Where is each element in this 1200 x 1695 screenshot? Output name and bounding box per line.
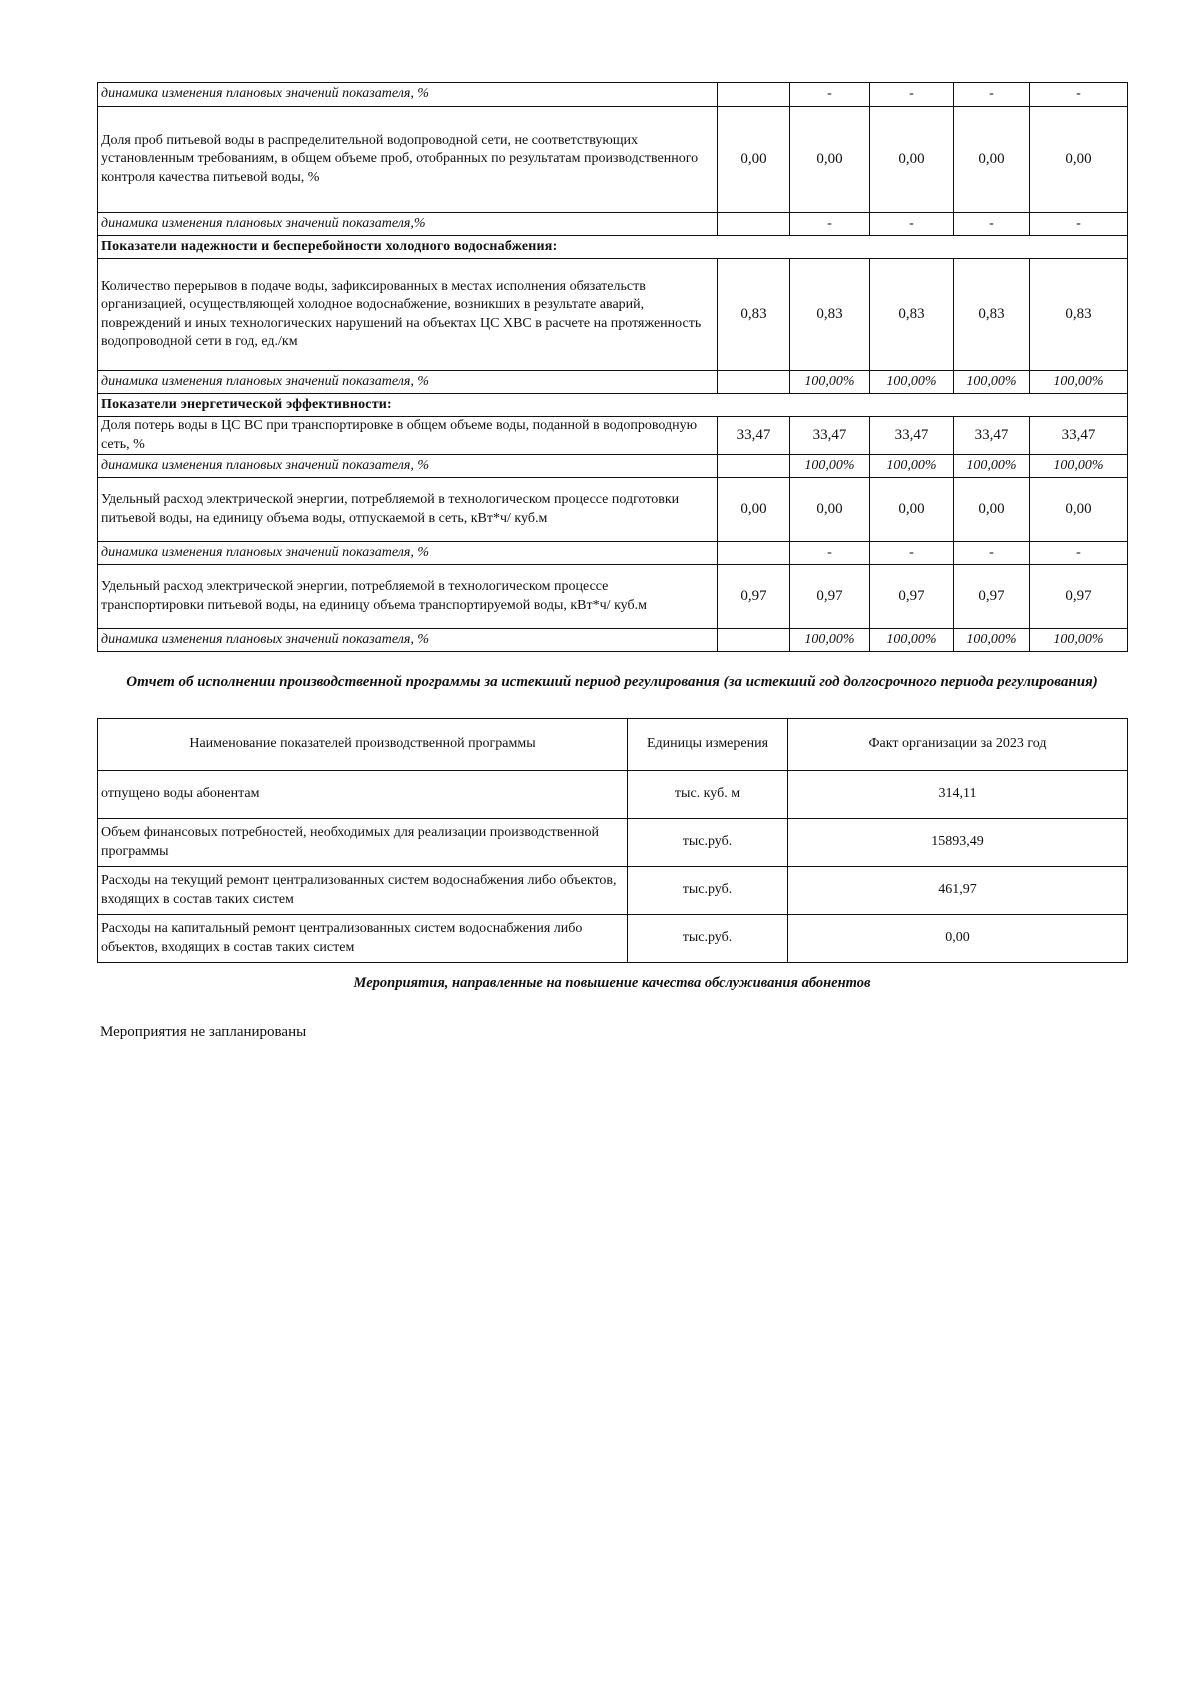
indicator-value: 0,00 <box>954 107 1030 213</box>
indicator-value: 100,00% <box>870 371 954 394</box>
indicator-name: динамика изменения плановых значений показателя, % <box>98 455 718 478</box>
indicator-name: динамика изменения плановых значений показателя, % <box>98 542 718 565</box>
indicator-row <box>98 565 1128 629</box>
indicator-value: 100,00% <box>1030 371 1128 394</box>
dynamics-row <box>98 629 1128 652</box>
report-title: Отчет об исполнении производственной программы за истекший период регулирования (за истекший год долгосрочного периода регулирования) <box>126 674 1098 690</box>
dynamics-row <box>98 213 1128 236</box>
indicator-value: 100,00% <box>954 455 1030 478</box>
indicator-value: 0,83 <box>1030 259 1128 371</box>
indicator-value: 100,00% <box>954 629 1030 652</box>
indicator-value: 0,00 <box>790 107 870 213</box>
indicator-value: - <box>954 213 1030 236</box>
indicator-name: динамика изменения плановых значений показателя, % <box>98 629 718 652</box>
indicator-value: - <box>870 213 954 236</box>
indicator-value: 0,83 <box>790 259 870 371</box>
indicator-name: Удельный расход электрической энергии, потребляемой в технологическом процессе транспортировки питьевой воды, на единицу объема транспортируемой воды, кВт*ч/ куб.м <box>98 565 718 629</box>
indicator-value: 33,47 <box>954 417 1030 455</box>
indicator-value: 33,47 <box>790 417 870 455</box>
indicators-table <box>97 82 1128 652</box>
indicator-row <box>98 107 1128 213</box>
report-column-header: Наименование показателей производственной программы <box>98 719 628 771</box>
indicator-value <box>718 371 790 394</box>
report-row <box>98 819 1128 867</box>
indicator-value: - <box>870 83 954 107</box>
indicator-value: - <box>790 542 870 565</box>
report-row <box>98 915 1128 963</box>
indicator-value: - <box>1030 213 1128 236</box>
report-column-header: Факт организации за 2023 год <box>788 719 1128 771</box>
indicator-name: Удельный расход электрической энергии, потребляемой в технологическом процессе подготовки питьевой воды, на единицу объема воды, отпускаемой в сеть, кВт*ч/ куб.м <box>98 478 718 542</box>
indicator-value: 0,83 <box>718 259 790 371</box>
dynamics-row <box>98 455 1128 478</box>
report-unit: тыс.руб. <box>628 915 788 963</box>
indicator-value <box>718 542 790 565</box>
indicator-value: 0,00 <box>1030 478 1128 542</box>
indicator-value: - <box>954 542 1030 565</box>
indicator-value: 0,00 <box>870 107 954 213</box>
indicator-value: 33,47 <box>718 417 790 455</box>
indicator-value: - <box>1030 83 1128 107</box>
dynamics-row <box>98 542 1128 565</box>
indicator-value: 0,83 <box>870 259 954 371</box>
indicator-value: 100,00% <box>954 371 1030 394</box>
indicator-value: 33,47 <box>1030 417 1128 455</box>
report-row <box>98 867 1128 915</box>
indicator-value: 0,00 <box>954 478 1030 542</box>
report-name: Расходы на капитальный ремонт централизованных систем водоснабжения либо объектов, входящих в состав таких систем <box>98 915 628 963</box>
indicator-name: динамика изменения плановых значений показателя,% <box>98 213 718 236</box>
indicator-value: 100,00% <box>790 629 870 652</box>
indicator-value: 0,97 <box>870 565 954 629</box>
indicator-value: 33,47 <box>870 417 954 455</box>
report-header-row <box>98 719 1128 771</box>
report-unit: тыс.руб. <box>628 867 788 915</box>
indicator-name: динамика изменения плановых значений показателя, % <box>98 83 718 107</box>
indicator-name: Количество перерывов в подаче воды, зафиксированных в местах исполнения обязательств организацией, осуществляющей холодное водоснабжение, возникших в результате аварий, повреждений и иных технологических нарушений на объектах ЦС ХВС в расчете на протяженность водопроводной сети в год, ед./км <box>98 259 718 371</box>
report-name: Расходы на текущий ремонт централизованных систем водоснабжения либо объектов, входящих в состав таких систем <box>98 867 628 915</box>
section-header-row <box>98 394 1128 417</box>
section-header-row <box>98 236 1128 259</box>
report-name: Объем финансовых потребностей, необходимых для реализации производственной программы <box>98 819 628 867</box>
indicator-row <box>98 417 1128 455</box>
indicator-value: 0,00 <box>1030 107 1128 213</box>
indicator-value: 0,97 <box>718 565 790 629</box>
report-row <box>98 771 1128 819</box>
report-value: 15893,49 <box>788 819 1128 867</box>
indicator-value: 0,00 <box>718 107 790 213</box>
report-unit: тыс. куб. м <box>628 771 788 819</box>
measures-title: Мероприятия, направленные на повышение качества обслуживания абонентов <box>353 975 871 991</box>
indicator-name: Доля проб питьевой воды в распределительной водопроводной сети, не соответствующих установленным требованиям, в общем объеме проб, отобранных по результатам производственного контроля качества питьевой воды, % <box>98 107 718 213</box>
indicator-name: Показатели энергетической эффективности: <box>98 394 1128 417</box>
indicator-value: 0,97 <box>1030 565 1128 629</box>
indicator-value: 100,00% <box>790 371 870 394</box>
indicator-name: динамика изменения плановых значений показателя, % <box>98 371 718 394</box>
indicator-value: - <box>790 213 870 236</box>
dynamics-row <box>98 83 1128 107</box>
indicator-value: 0,00 <box>790 478 870 542</box>
indicator-value: 0,97 <box>954 565 1030 629</box>
indicator-value: - <box>790 83 870 107</box>
indicator-value: 0,83 <box>954 259 1030 371</box>
measures-text: Мероприятия не запланированы <box>100 1024 307 1040</box>
indicator-value: 100,00% <box>870 455 954 478</box>
indicator-value: 0,00 <box>718 478 790 542</box>
indicator-value: 100,00% <box>1030 455 1128 478</box>
indicator-value <box>718 83 790 107</box>
indicator-value <box>718 629 790 652</box>
production-program-report-table <box>97 718 1128 963</box>
indicator-value: - <box>870 542 954 565</box>
report-unit: тыс.руб. <box>628 819 788 867</box>
indicator-row <box>98 478 1128 542</box>
indicator-value <box>718 455 790 478</box>
indicator-value: - <box>1030 542 1128 565</box>
indicator-value: 100,00% <box>790 455 870 478</box>
indicator-name: Доля потерь воды в ЦС ВС при транспортировке в общем объеме воды, поданной в водопроводную сеть, % <box>98 417 718 455</box>
report-value: 0,00 <box>788 915 1128 963</box>
report-value: 314,11 <box>788 771 1128 819</box>
indicator-value: 100,00% <box>1030 629 1128 652</box>
report-name: отпущено воды абонентам <box>98 771 628 819</box>
indicator-value: 0,00 <box>870 478 954 542</box>
indicator-row <box>98 259 1128 371</box>
indicator-name: Показатели надежности и бесперебойности холодного водоснабжения: <box>98 236 1128 259</box>
indicator-value: - <box>954 83 1030 107</box>
indicator-value <box>718 213 790 236</box>
report-column-header: Единицы измерения <box>628 719 788 771</box>
dynamics-row <box>98 371 1128 394</box>
report-value: 461,97 <box>788 867 1128 915</box>
indicator-value: 100,00% <box>870 629 954 652</box>
indicator-value: 0,97 <box>790 565 870 629</box>
